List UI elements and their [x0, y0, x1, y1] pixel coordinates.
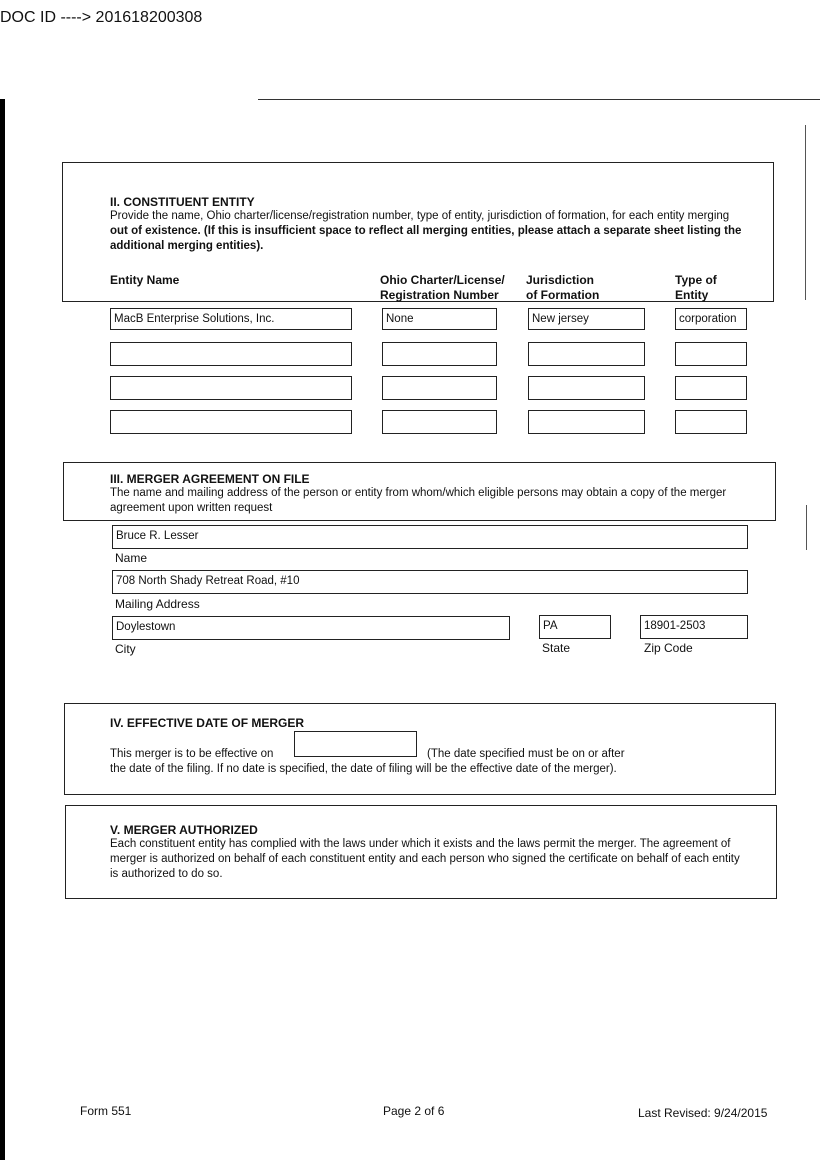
page-number: Page 2 of 6	[383, 1104, 445, 1118]
section5-header	[110, 823, 750, 882]
col-charter-line2: Registration Number	[380, 288, 499, 302]
section4-text-line2: the date of the filing. If no date is specified, the date of filing will be the effective date of the merger).	[110, 763, 617, 775]
section2-intro: Provide the name, Ohio charter/license/registration number, type of entity, jurisdiction of formation, for each entity merging	[110, 210, 730, 222]
col-type-line1: Type of	[675, 273, 717, 287]
col-jurisdiction-line1: Jurisdiction	[526, 273, 595, 287]
state-label: State	[542, 641, 571, 655]
jurisdiction-field[interactable]: New jersey	[528, 308, 645, 330]
doc-id: DOC ID ----> 201618200308	[0, 9, 203, 26]
effective-date-field[interactable]	[294, 731, 417, 757]
entity-type-field[interactable]	[675, 342, 747, 366]
top-border-line	[258, 99, 820, 100]
section5-title: V. MERGER AUTHORIZED	[110, 823, 258, 837]
col-jurisdiction-line2: of Formation	[526, 288, 600, 302]
city-label: City	[115, 642, 136, 656]
jurisdiction-field[interactable]	[528, 342, 645, 366]
section4-text-after: (The date specified must be on or after	[427, 748, 625, 760]
last-revised: Last Revised: 9/24/2015	[638, 1106, 768, 1120]
zip-code-label: Zip Code	[644, 641, 693, 655]
col-jurisdiction	[526, 273, 599, 303]
contact-name-label: Name	[115, 551, 148, 565]
jurisdiction-field[interactable]	[528, 410, 645, 434]
entity-name-field[interactable]: MacB Enterprise Solutions, Inc.	[110, 308, 352, 330]
col-charter-line1: Ohio Charter/License/	[380, 273, 505, 287]
charter-number-field[interactable]	[382, 376, 497, 400]
section4-title: IV. EFFECTIVE DATE OF MERGER	[110, 716, 305, 730]
section3-text: The name and mailing address of the person or entity from whom/which eligible persons may obtain a copy of the merger agreement upon written request	[110, 487, 727, 514]
jurisdiction-field[interactable]	[528, 376, 645, 400]
section3-header	[110, 472, 750, 516]
charter-number-field[interactable]	[382, 342, 497, 366]
section5-text: Each constituent entity has complied with the laws under which it exists and the laws permit the merger. The agreement of merger is authorized on behalf of each constituent entity and each person who signed the certificate on behalf of each entity is authorized to do so.	[110, 838, 740, 880]
contact-name-field[interactable]: Bruce R. Lesser	[112, 525, 748, 549]
section2-header	[110, 195, 750, 254]
entity-name-field[interactable]	[110, 410, 352, 434]
charter-number-field[interactable]: None	[382, 308, 497, 330]
col-type-line2: Entity	[675, 288, 709, 302]
city-field[interactable]: Doylestown	[112, 616, 510, 640]
right-scan-mark	[806, 505, 807, 550]
entity-name-field[interactable]	[110, 376, 352, 400]
zip-code-field[interactable]: 18901-2503	[640, 615, 748, 639]
entity-type-field[interactable]: corporation	[675, 308, 747, 330]
section2-instructions	[110, 209, 750, 254]
state-field[interactable]: PA	[539, 615, 611, 639]
mailing-address-field[interactable]: 708 North Shady Retreat Road, #10	[112, 570, 748, 594]
right-scan-mark	[805, 125, 806, 300]
entity-name-field[interactable]	[110, 342, 352, 366]
charter-number-field[interactable]	[382, 410, 497, 434]
left-scan-border	[0, 99, 5, 1160]
mailing-address-label: Mailing Address	[115, 597, 200, 611]
section2-intro-bold: out of existence. (If this is insufficient space to reflect all merging entities, please attach a separate sheet listing the additional merging entities).	[110, 225, 742, 252]
col-charter-number	[380, 273, 505, 303]
entity-type-field[interactable]	[675, 410, 747, 434]
form-number: Form 551	[80, 1104, 132, 1118]
section2-title: II. CONSTITUENT ENTITY	[110, 195, 255, 209]
section3-title: III. MERGER AGREEMENT ON FILE	[110, 472, 310, 486]
col-entity-name: Entity Name	[110, 273, 180, 287]
col-entity-type	[675, 273, 717, 303]
section4-text-before: This merger is to be effective on	[110, 748, 274, 760]
entity-type-field[interactable]	[675, 376, 747, 400]
